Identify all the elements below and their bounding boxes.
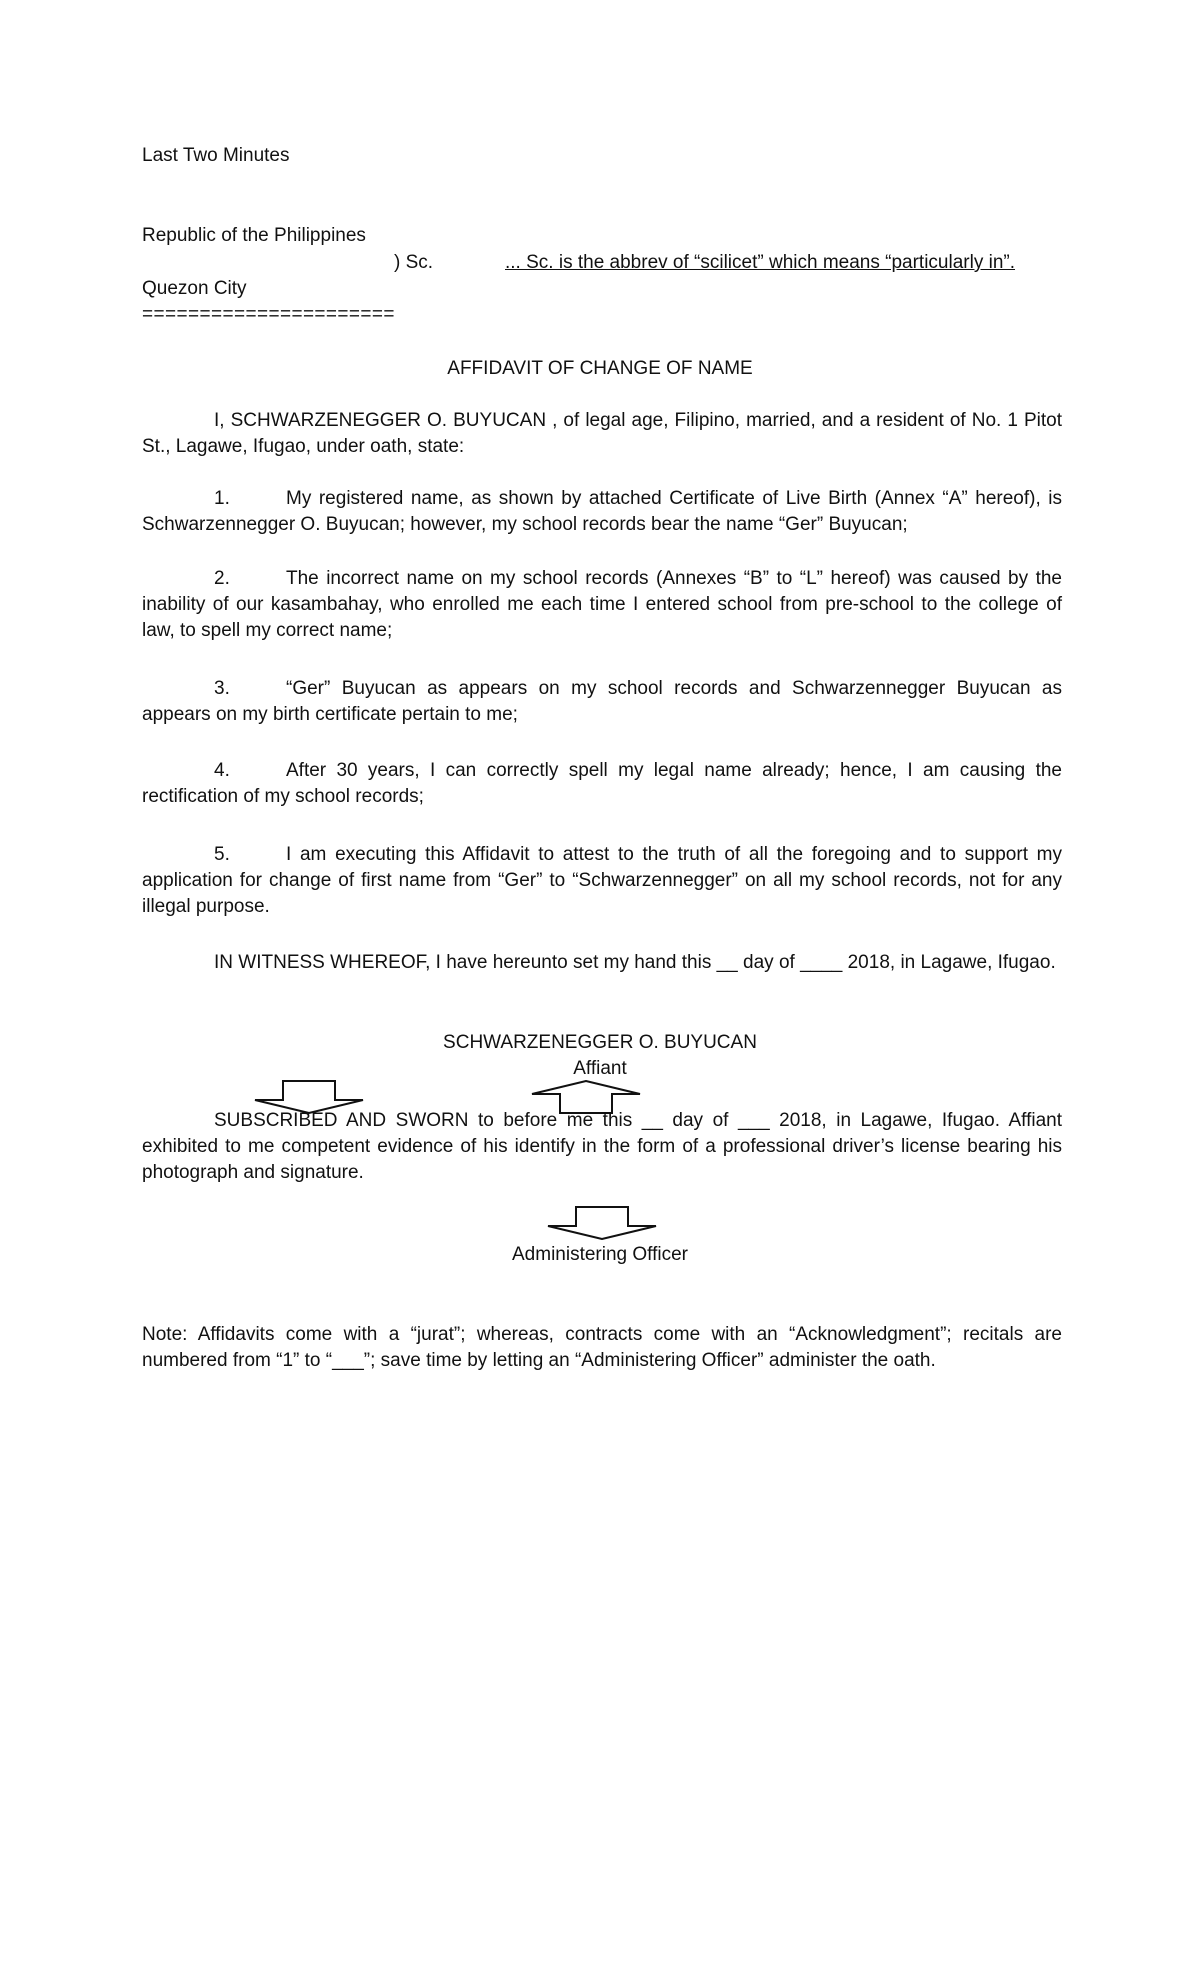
- recital-2: [142, 566, 1062, 644]
- witness-clause: IN WITNESS WHEREOF, I have hereunto set my hand this __ day of ____ 2018, in Lagawe, Ifugao.: [214, 952, 1056, 973]
- recital-number: 5.: [214, 844, 230, 865]
- recital-4: [142, 758, 1062, 810]
- recital-1: [142, 486, 1062, 538]
- recital-text: The incorrect name on my school records (Annexes “B” to “L” hereof) was caused by the inability of our kasambahay, who enrolled me each time I entered school from pre-school to the college of law, to spell my correct name;: [142, 568, 1062, 641]
- recital-number: 3.: [214, 678, 230, 699]
- recital-number: 2.: [214, 568, 230, 589]
- venue-line-1: Republic of the Philippines: [142, 225, 366, 246]
- venue-divider: ======================: [142, 304, 395, 325]
- recital-number: 4.: [214, 760, 230, 781]
- recital-number: 1.: [214, 488, 230, 509]
- jurat-paragraph: SUBSCRIBED AND SWORN to before me this __ day of ___ 2018, in Lagawe, Ifugao. Affiant exhibited to me competent evidence of his identify in the form of a professional driver’s license bearing his photograph and signature.: [142, 1110, 1062, 1183]
- note-paragraph: Note: Affidavits come with a “jurat”; whereas, contracts come with an “Acknowledgment”; recitals are numbered from “1” to “___”; save time by letting an “Administering Officer” administer the oath.: [142, 1324, 1062, 1371]
- down-arrow-icon: [546, 1206, 658, 1240]
- note-title: Last Two Minutes: [142, 145, 290, 166]
- document-title: AFFIDAVIT OF CHANGE OF NAME: [447, 358, 753, 379]
- intro-paragraph: I, SCHWARZENEGGER O. BUYUCAN , of legal age, Filipino, married, and a resident of No. 1 Pitot St., Lagawe, Ifugao, under oath, state:: [142, 410, 1062, 457]
- scilicet-note: ... Sc. is the abbrev of “scilicet” which means “particularly in”.: [505, 252, 1016, 273]
- recital-text: “Ger” Buyucan as appears on my school records and Schwarzennegger Buyucan as appears on my birth certificate pertain to me;: [142, 678, 1062, 725]
- venue-sc: ) Sc.: [394, 252, 434, 273]
- affiant-name: SCHWARZENEGGER O. BUYUCAN: [443, 1032, 757, 1053]
- recital-text: My registered name, as shown by attached Certificate of Live Birth (Annex “A” hereof), is Schwarzennegger O. Buyucan; however, my school records bear the name “Ger” Buyucan;: [142, 488, 1062, 535]
- recital-text: I am executing this Affidavit to attest to the truth of all the foregoing and to support my application for change of first name from “Ger” to “Schwarzennegger” on all my school records, not for any illegal purpose.: [142, 844, 1062, 917]
- recital-5: [142, 842, 1062, 920]
- recital-text: After 30 years, I can correctly spell my legal name already; hence, I am causing the rectification of my school records;: [142, 760, 1062, 807]
- recital-3: [142, 676, 1062, 728]
- officer-label: Administering Officer: [512, 1244, 688, 1265]
- affiant-label: Affiant: [573, 1058, 627, 1079]
- venue-line-2: Quezon City: [142, 278, 247, 299]
